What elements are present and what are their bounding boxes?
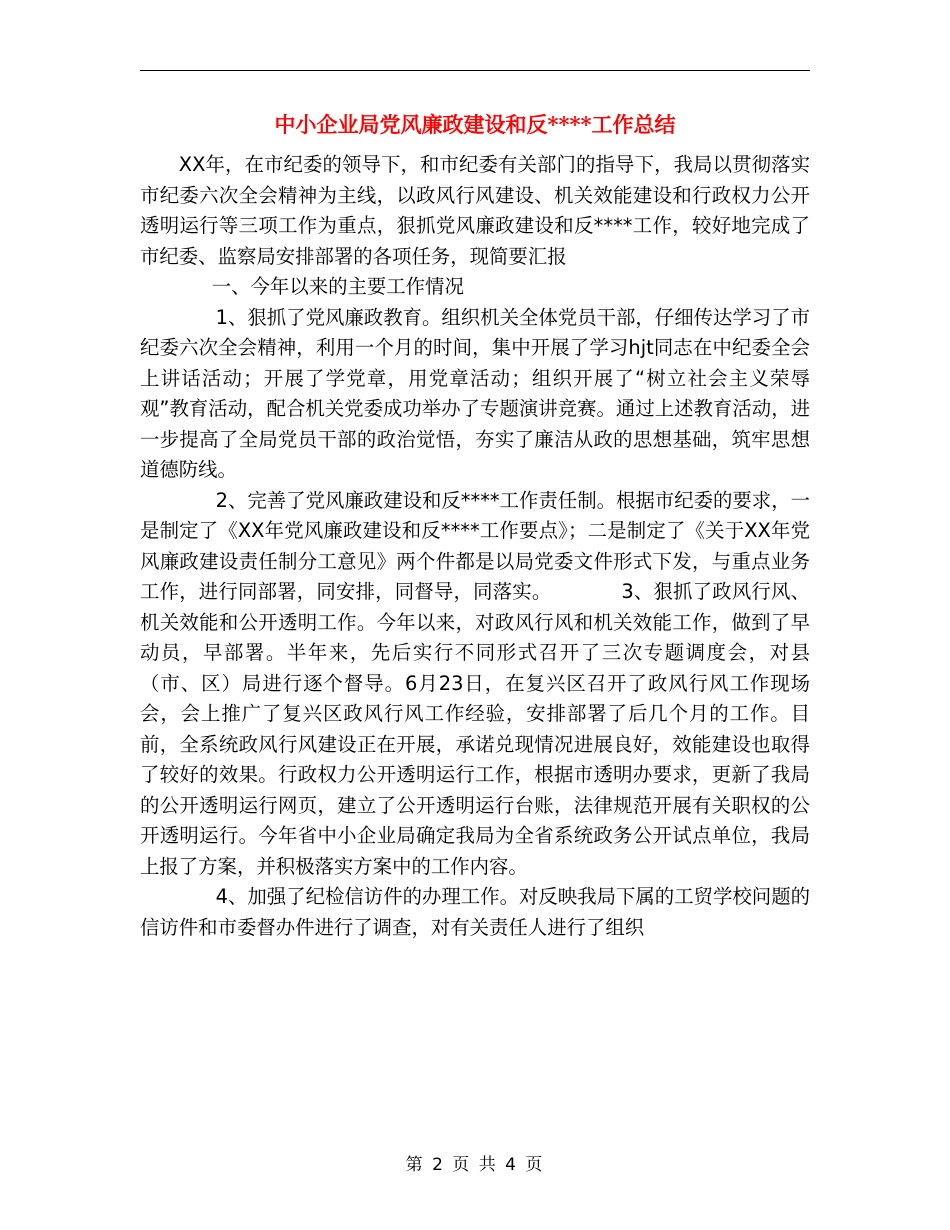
item-paragraph-2 bbox=[140, 486, 810, 883]
intro-paragraph: XX年，在市纪委的领导下，和市纪委有关部门的指导下，我局以贯彻落实市纪委六次全会精神为主线，以政风行风建设、机关效能建设和行政权力公开透明运行等三项工作为重点，狠抓党风廉政建设和反****工作，较好地完成了市纪委、监察局安排部署的各项任务，现简要汇报 bbox=[140, 153, 810, 268]
document-body bbox=[140, 150, 810, 943]
document-title: 中小企业局党风廉政建设和反****工作总结 bbox=[274, 112, 676, 137]
page-number-label: 第 2 页 共 4 页 bbox=[405, 1155, 545, 1175]
header-rule bbox=[140, 70, 810, 71]
item-paragraph-1: 1、狠抓了党风廉政教育。组织机关全体党员干部，仔细传达学习了市纪委六次全会精神，利用一个月的时间，集中开展了学习hjt同志在中纪委全会上讲话活动；开展了学党章，用党章活动；组织开展了“树立社会主义荣辱观”教育活动，配合机关党委成功举办了专题演讲竞赛。通过上述教育活动，进一步提高了全局党员干部的政治觉悟，夯实了廉洁从政的思想基础，筑牢思想道德防线。 bbox=[140, 305, 810, 481]
section-heading: 一、今年以来的主要工作情况 bbox=[211, 275, 464, 298]
page-footer bbox=[0, 1153, 950, 1177]
item-paragraph-2-text: 2、完善了党风廉政建设和反****工作责任制。根据市纪委的要求，一是制定了《XX年党风廉政建设和反****工作要点》；二是制定了《关于XX年党风廉政建设责任制分工意见》两个件都是以局党委文件形式下发，与重点业务工作，进行同部署，同安排，同督导，同落实。 bbox=[140, 488, 810, 603]
item-paragraph-4: 4、加强了纪检信访件的办理工作。对反映我局下属的工贸学校问题的信访件和市委督办件进行了调查，对有关责任人进行了组织 bbox=[140, 885, 810, 939]
item-paragraph-3-text: 3、狠抓了政风行风、机关效能和公开透明工作。今年以来，对政风行风和机关效能工作，做到了早动员，早部署。半年来，先后实行不同形式召开了三次专题调度会，对县（市、区）局进行逐个督导。6月23日，在复兴区召开了政风行风工作现场会，会上推广了复兴区政风行风工作经验，安排部署了后几个月的工作。目前，全系统政风行风建设正在开展，承诺兑现情况进展良好，效能建设也取得了较好的效果。行政权力公开透明运行工作，根据市透明办要求，更新了我局的公开透明运行网页，建立了公开透明运行台账，法律规范开展有关职权的公开透明运行。今年省中小企业局确定我局为全省系统政务公开试点单位，我局上报了方案，并积极落实方案中的工作内容。 bbox=[140, 580, 810, 878]
